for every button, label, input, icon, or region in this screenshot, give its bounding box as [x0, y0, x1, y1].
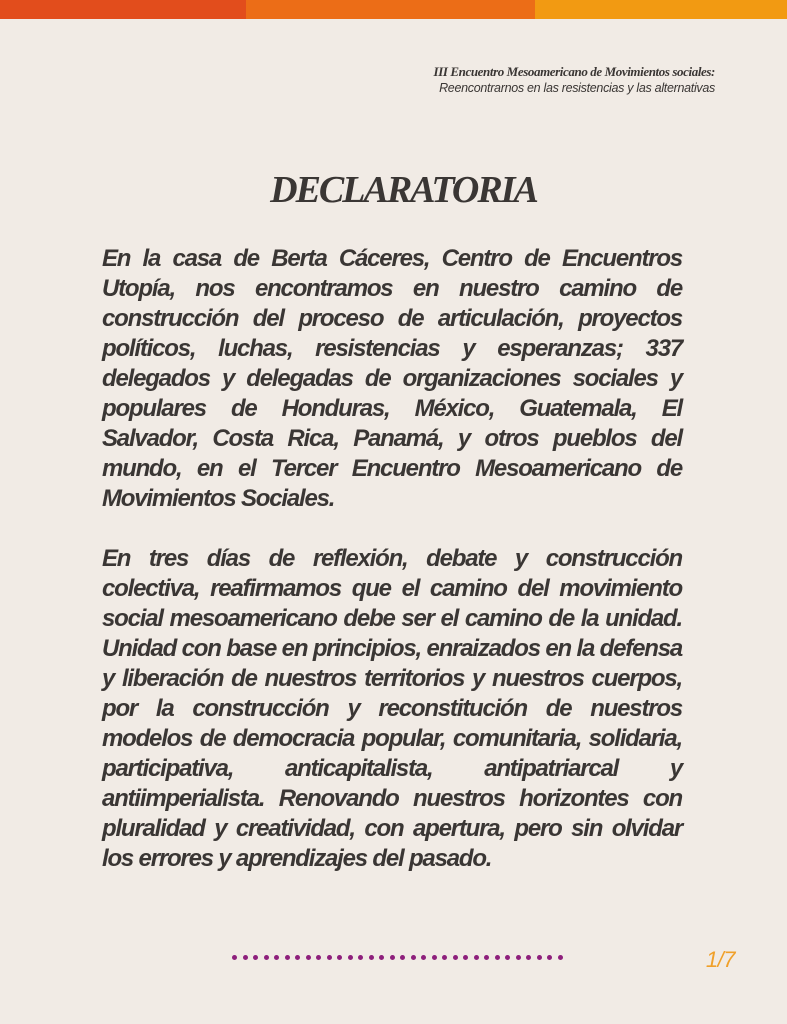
- divider-dot: [432, 955, 437, 960]
- divider-dot: [285, 955, 290, 960]
- divider-dot: [274, 955, 279, 960]
- divider-dot: [327, 955, 332, 960]
- divider-dot: [306, 955, 311, 960]
- color-bar-segment-yellow: [535, 0, 787, 19]
- divider-dot: [505, 955, 510, 960]
- divider-dot: [495, 955, 500, 960]
- divider-dot: [264, 955, 269, 960]
- divider-dot: [253, 955, 258, 960]
- divider-dot: [463, 955, 468, 960]
- divider-dot: [379, 955, 384, 960]
- divider-dot: [243, 955, 248, 960]
- divider-dot: [526, 955, 531, 960]
- divider-dot: [358, 955, 363, 960]
- divider-dot: [400, 955, 405, 960]
- dotted-divider: [232, 955, 563, 960]
- paragraph-1: En la casa de Berta Cáceres, Centro de Encuentros Utopía, nos encontramos en nuestro camino de construcción del proceso de articulación, proyectos políticos, luchas, resistencias y esperanzas; 337 delegados y delegadas de organizaciones sociales y populares de Honduras, México, Guatemala, El Salvador, Costa Rica, Panamá, y otros pueblos del mundo, en el Tercer Encuentro Mesoamericano de Movimientos Sociales.: [102, 245, 682, 512]
- top-color-bar: [0, 0, 787, 19]
- page-title: DECLARATORIA: [270, 169, 537, 211]
- divider-dot: [547, 955, 552, 960]
- header-subtitle: Reencontrarnos en las resistencias y las alternativas: [439, 81, 715, 95]
- divider-dot: [516, 955, 521, 960]
- divider-dot: [421, 955, 426, 960]
- paragraph-2: En tres días de reflexión, debate y construcción colectiva, reafirmamos que el camino del movimiento social mesoamericano debe ser el camino de la unidad. Unidad con base en principios, enraizados en la defensa y liberación de nuestros territorios y nuestros cuerpos, por la construcción y reconstitución de nuestros modelos de democracia popular, comunitaria, solidaria, participativa, anticapitalista, antipatriarcal y antiimperialista. Renovando nuestros horizontes con pluralidad y creatividad, con apertura, pero sin olvidar los errores y aprendizajes del pasado.: [102, 545, 682, 872]
- divider-dot: [232, 955, 237, 960]
- header-title: III Encuentro Mesoamericano de Movimientos sociales:: [433, 64, 715, 79]
- color-bar-segment-red: [0, 0, 246, 19]
- divider-dot: [453, 955, 458, 960]
- divider-dot: [316, 955, 321, 960]
- divider-dot: [348, 955, 353, 960]
- header: [434, 64, 715, 96]
- divider-dot: [369, 955, 374, 960]
- divider-dot: [337, 955, 342, 960]
- divider-dot: [390, 955, 395, 960]
- divider-dot: [474, 955, 479, 960]
- divider-dot: [537, 955, 542, 960]
- color-bar-segment-orange: [246, 0, 535, 19]
- divider-dot: [558, 955, 563, 960]
- page-number: 1/7: [705, 947, 735, 972]
- divider-dot: [484, 955, 489, 960]
- divider-dot: [442, 955, 447, 960]
- divider-dot: [295, 955, 300, 960]
- divider-dot: [411, 955, 416, 960]
